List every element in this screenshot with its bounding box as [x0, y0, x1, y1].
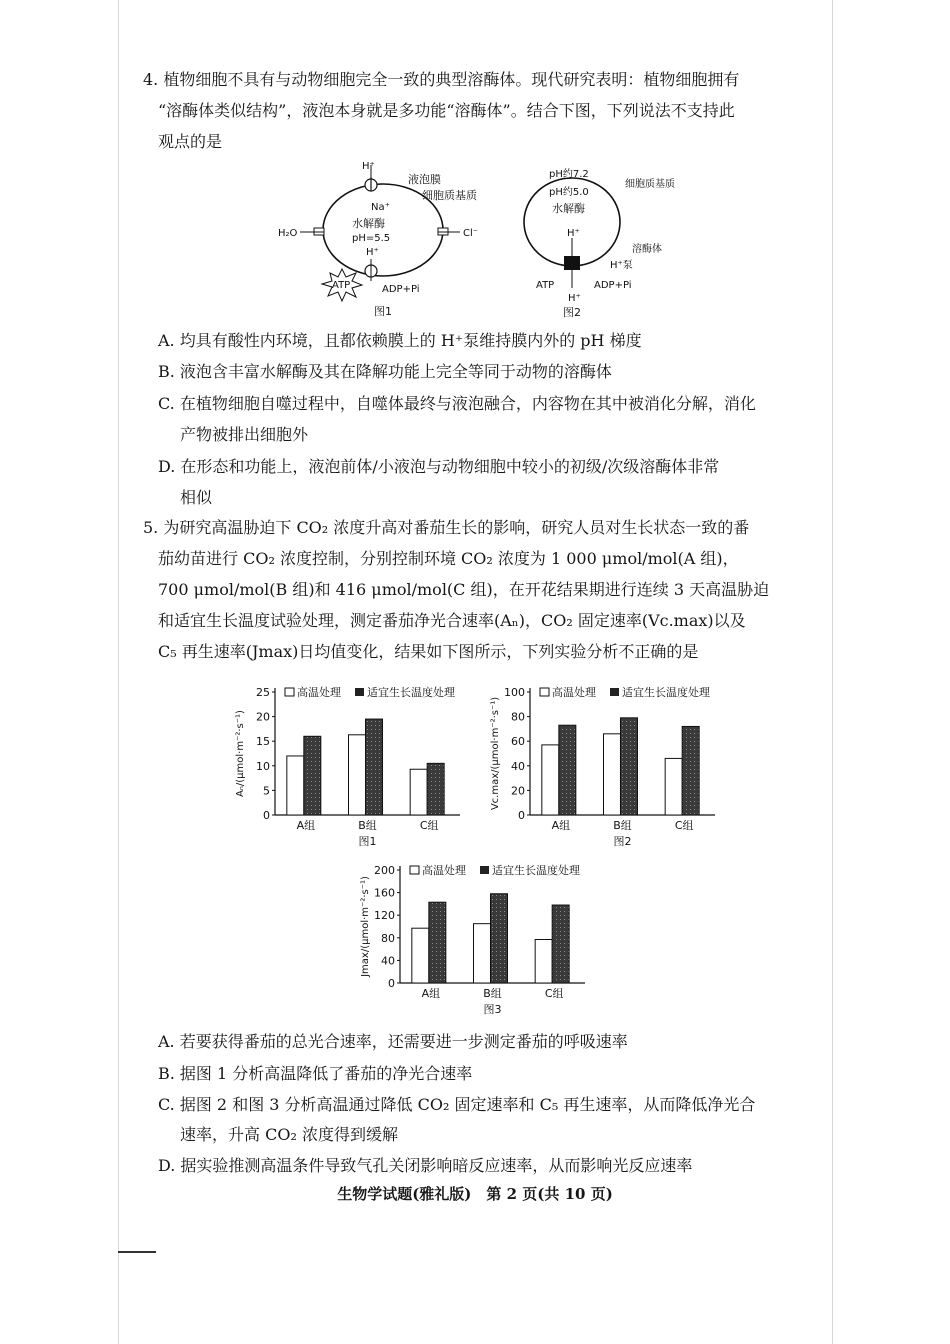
fig1-h-top: H⁺ — [362, 161, 375, 172]
y-tick-label: 25 — [256, 686, 270, 699]
legend-swatch-high — [540, 688, 549, 696]
x-tick-label: B组 — [483, 987, 502, 1000]
q4-option-c-line2: 产物被排出细胞外 — [180, 425, 309, 444]
bar-high-temp — [535, 939, 552, 983]
bar-high-temp — [349, 735, 366, 815]
fig1-adp: ADP+Pi — [382, 284, 420, 295]
q5-stem-line4: 和适宜生长温度试验处理，测定番茄净光合速率(Aₙ)，CO₂ 固定速率(Vc.max)以及 — [158, 611, 746, 630]
chart-ylabel: Vc.max/(μmol·m⁻²·s⁻¹) — [490, 696, 501, 811]
bar-high-temp — [474, 924, 491, 983]
fig2-pump-block — [564, 256, 580, 270]
chart-fig2 — [485, 680, 745, 855]
q5-stem-line2: 茄幼苗进行 CO₂ 浓度控制，分别控制环境 CO₂ 浓度为 1 000 μmol/mol(A 组)， — [158, 549, 739, 568]
q5-option-c-line1[interactable]: C. 据图 2 和图 3 分析高温通过降低 CO₂ 固定速率和 C₅ 再生速率，从而降低净光合 — [158, 1095, 756, 1114]
fig2-ph-in: pH约5.0 — [549, 187, 589, 198]
legend-swatch-normal — [610, 688, 619, 696]
q5-option-a[interactable]: A. 若要获得番茄的总光合速率，还需要进一步测定番茄的呼吸速率 — [158, 1032, 628, 1051]
legend-swatch-high — [410, 866, 419, 874]
q5-stem-line1: 5. 为研究高温胁迫下 CO₂ 浓度升高对番茄生长的影响，研究人员对生长状态一致的番 — [143, 518, 750, 537]
fig1-caption: 图1 — [374, 305, 392, 318]
chart-caption: 图3 — [483, 1003, 502, 1016]
bar-high-temp — [665, 758, 682, 815]
fig2-ph-out: pH约7.2 — [549, 169, 589, 180]
x-tick-label: A组 — [421, 987, 441, 1000]
fig1-enzyme: 水解酶 — [352, 217, 385, 230]
y-tick-label: 80 — [381, 931, 395, 945]
chart-ylabel: Jmax/(μmol·m⁻²·s⁻¹) — [360, 876, 371, 977]
page-edge-left — [118, 0, 119, 1344]
legend-label-normal: 适宜生长温度处理 — [622, 686, 710, 699]
q5-option-c-line2: 速率，升高 CO₂ 浓度得到缓解 — [180, 1125, 398, 1144]
fig2-adp: ADP+Pi — [594, 280, 632, 291]
bar-optimal-temp — [427, 763, 444, 815]
y-tick-label: 200 — [374, 864, 395, 877]
chart-fig1 — [230, 680, 490, 855]
x-tick-label: A组 — [296, 819, 316, 832]
fig2-atp: ATP — [536, 280, 555, 291]
x-tick-label: C组 — [544, 987, 564, 1000]
q4-option-c-line1[interactable]: C. 在植物细胞自噬过程中，自噬体最终与液泡融合，内容物在其中被消化分解，消化 — [158, 394, 756, 413]
legend-label-high: 高温处理 — [422, 864, 466, 877]
bar-high-temp — [287, 756, 304, 815]
chart-caption: 图2 — [613, 835, 632, 848]
q5-option-b[interactable]: B. 据图 1 分析高温降低了番茄的净光合速率 — [158, 1064, 473, 1083]
q4-option-d-line2: 相似 — [180, 488, 213, 507]
q5-option-d[interactable]: D. 据实验推测高温条件导致气孔关闭影响暗反应速率，从而影响光反应速率 — [158, 1156, 693, 1175]
x-tick-label: B组 — [613, 819, 632, 832]
y-tick-label: 40 — [511, 759, 525, 773]
fig2-caption: 图2 — [563, 306, 581, 319]
y-tick-label: 0 — [263, 809, 270, 822]
fig2-h-out: H⁺ — [568, 293, 581, 304]
legend-label-normal: 适宜生长温度处理 — [492, 864, 580, 877]
bar-optimal-temp — [491, 894, 508, 983]
fig1-na: Na⁺ — [371, 202, 390, 213]
bottom-rule — [118, 1251, 156, 1253]
bar-high-temp — [412, 928, 429, 983]
q4-option-b[interactable]: B. 液泡含丰富水解酶及其在降解功能上完全等同于动物的溶酶体 — [158, 362, 612, 381]
bar-optimal-temp — [682, 726, 699, 815]
q4-figure1 — [270, 155, 510, 325]
fig1-label-matrix: 细胞质基质 — [422, 189, 477, 202]
y-tick-label: 15 — [256, 735, 270, 749]
q4-stem-line3: 观点的是 — [158, 132, 223, 151]
y-tick-label: 0 — [518, 809, 525, 822]
x-tick-label: A组 — [551, 819, 571, 832]
bar-optimal-temp — [304, 736, 321, 815]
q4-stem-line2: “溶酶体类似结构”，液泡本身就是多功能“溶酶体”。结合下图，下列说法不支持此 — [158, 101, 735, 120]
fig2-lysosome: 溶酶体 — [632, 244, 662, 255]
bar-optimal-temp — [621, 718, 638, 815]
bar-optimal-temp — [552, 905, 569, 983]
y-tick-label: 40 — [381, 954, 395, 968]
legend-swatch-normal — [355, 688, 364, 696]
y-tick-label: 120 — [374, 909, 395, 923]
fig1-cl: Cl⁻ — [463, 228, 479, 239]
q5-stem-line5: C₅ 再生速率(Jmax)日均值变化，结果如下图所示，下列实验分析不正确的是 — [158, 642, 699, 661]
fig1-label-membrane: 液泡膜 — [408, 173, 441, 186]
y-tick-label: 160 — [374, 886, 395, 900]
bar-high-temp — [604, 734, 621, 815]
x-tick-label: C组 — [419, 819, 439, 832]
fig2-pump: H⁺泵 — [610, 260, 633, 271]
y-tick-label: 20 — [511, 784, 525, 798]
fig1-h2o: H₂O — [278, 228, 298, 239]
y-tick-label: 0 — [388, 977, 395, 990]
page-edge-right — [832, 0, 833, 1344]
fig2-enzyme: 水解酶 — [552, 202, 585, 215]
q4-figure2 — [520, 160, 720, 325]
fig2-h-in: H⁺ — [567, 228, 580, 239]
fig1-h-mid: H⁺ — [366, 247, 379, 258]
bar-optimal-temp — [429, 902, 446, 983]
q4-option-d-line1[interactable]: D. 在形态和功能上，液泡前体/小液泡与动物细胞中较小的初级/次级溶酶体非常 — [158, 457, 720, 476]
y-tick-label: 5 — [263, 784, 270, 798]
bar-high-temp — [410, 769, 427, 815]
q4-stem-line1: 4. 植物细胞不具有与动物细胞完全一致的典型溶酶体。现代研究表明：植物细胞拥有 — [143, 70, 740, 89]
y-tick-label: 80 — [511, 710, 525, 724]
legend-label-high: 高温处理 — [297, 686, 341, 699]
y-tick-label: 10 — [256, 759, 270, 773]
page-footer: 生物学试题(雅礼版) 第 2 页(共 10 页) — [337, 1185, 613, 1203]
x-tick-label: C组 — [674, 819, 694, 832]
y-tick-label: 100 — [504, 686, 525, 699]
fig1-atp: ATP — [332, 280, 351, 291]
legend-label-normal: 适宜生长温度处理 — [367, 686, 455, 699]
q5-stem-line3: 700 μmol/mol(B 组)和 416 μmol/mol(C 组)，在开花结果期进行连续 3 天高温胁迫 — [158, 580, 770, 599]
legend-swatch-high — [285, 688, 294, 696]
y-tick-label: 60 — [511, 735, 525, 749]
bar-optimal-temp — [559, 725, 576, 815]
chart-ylabel: Aₙ/(μmol·m⁻²·s⁻¹) — [235, 710, 246, 797]
q4-option-a[interactable]: A. 均具有酸性内环境，且都依赖膜上的 H⁺泵维持膜内外的 pH 梯度 — [158, 331, 642, 350]
fig2-matrix: 细胞质基质 — [625, 179, 675, 190]
chart-caption: 图1 — [358, 835, 377, 848]
bar-optimal-temp — [366, 719, 383, 815]
chart-fig3 — [355, 858, 615, 1023]
legend-swatch-normal — [480, 866, 489, 874]
legend-label-high: 高温处理 — [552, 686, 596, 699]
bar-high-temp — [542, 745, 559, 815]
x-tick-label: B组 — [358, 819, 377, 832]
y-tick-label: 20 — [256, 710, 270, 724]
fig1-ph: pH=5.5 — [352, 233, 391, 244]
